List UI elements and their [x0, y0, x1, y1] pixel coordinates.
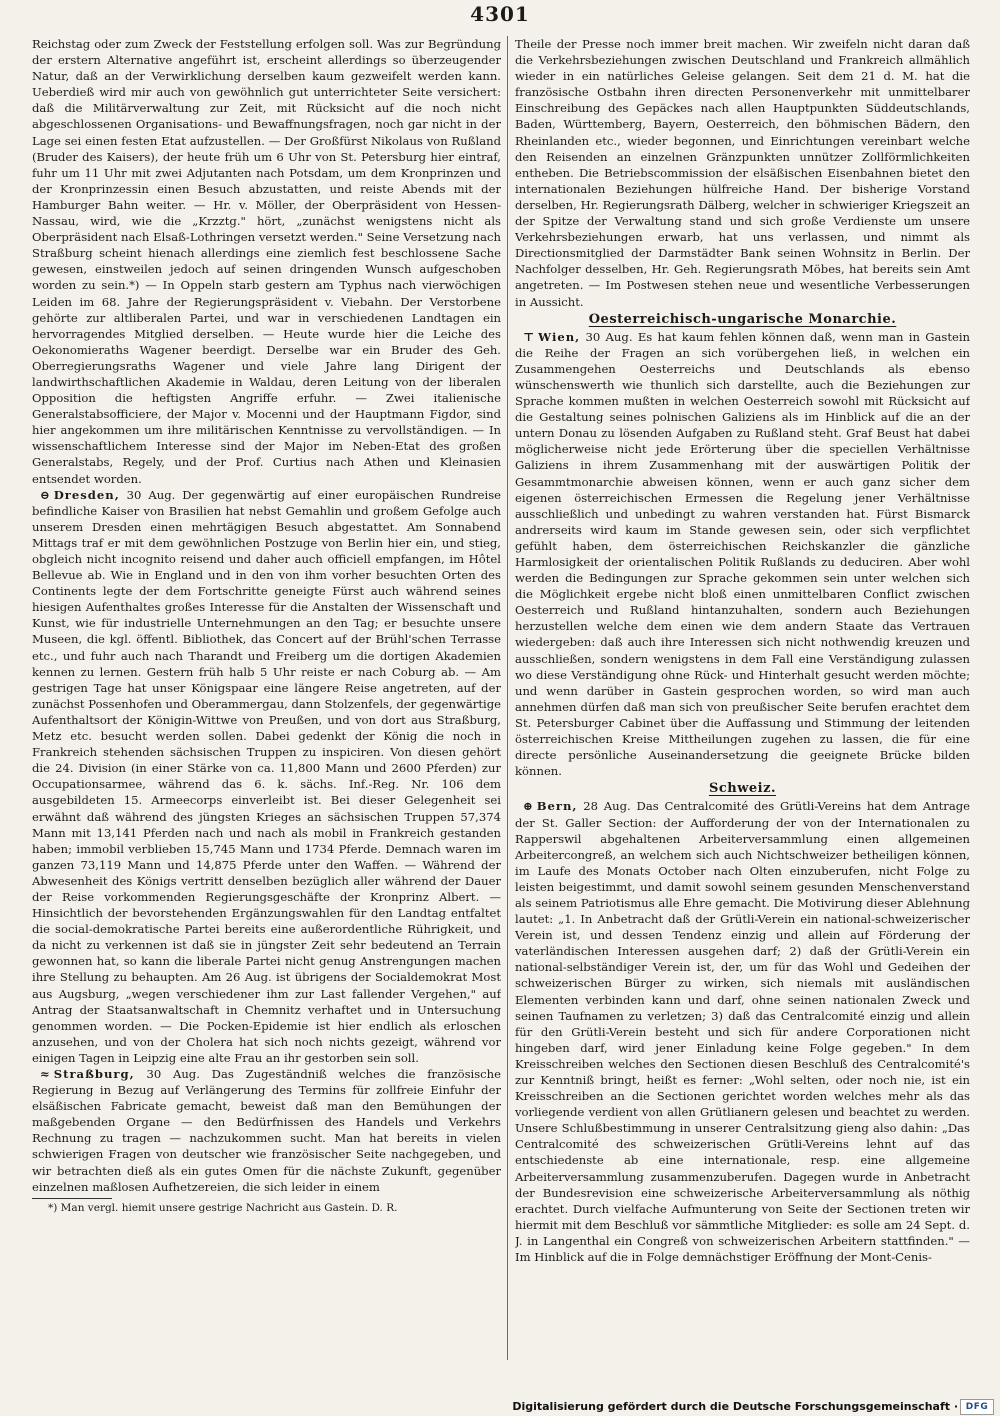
strassburg-correspondent-mark: ≈ — [40, 1067, 50, 1081]
wien-correspondent-mark: ⊤ — [523, 329, 535, 344]
bern-dateline: Bern, — [536, 799, 578, 814]
dresden-text: Der gegenwärtig auf einer europäischen Rundreise befindliche Kaiser von Brasilien hat nebst Gemahlin und großem Gefolge auch unserem Dresden einen mehrtägigen Besuch abgestattet. Am Sonnabend Mittags traf er mit dem gewöhnlichen Postzuge von Berlin hier ein, und stieg, obgleich nicht incognito reisend und daher auch officiell empfangen, im Hôtel Bellevue ab. Wie in England und in den von ihm vorher besuchten Orten des Continents legte der dem Fortschritte geneigte Fürst auch während seines hiesigen Aufenthaltes großes Interesse für die Anstalten der Wissenschaft und Kunst, wie für industrielle Unternehmungen an den Tag; er besuchte unsere Museen, die kgl. öffentl. Bibliothek, das Concert auf der Brühl'schen Terrasse etc., und fuhr auch nach Tharandt und Freiberg um die dortigen Akademien kennen zu lernen. Gestern früh halb 5 Uhr reiste er nach Coburg ab. — Am gestrigen Tage hat unser Königspaar eine längere Reise angetreten, auf der zunächst Possenhofen und Oberammergau, dann Stolzenfels, der gegenwärtige Aufenthaltsort der Königin-Wittwe von Preußen, und von dort aus Straßburg, Metz etc. besucht werden sollen. Dabei gedenkt der König die noch in Frankreich stehenden sächsischen Truppen zu inspiciren. Von diesen gehört die 24. Division (in einer Stärke von ca. 11,800 Mann und 2600 Pferden) zur Occupationsarmee, während das 6. k. sächs. Inf.-Reg. Nr. 106 dem ausgebildeten 15. Armeecorps einverleibt ist. Bei dieser Gelegenheit sei erwähnt daß während des jüngsten Krieges an sächsischen Truppen 57,374 Mann mit 13,141 Pferden nach und nach als mobil in Frankreich gestanden haben; immobil verblieben 15,745 Mann und 1734 Pferde. Demnach waren im ganzen 73,119 Mann und 14,875 Pferde unter den Waffen. — Während der Abwesenheit des Königs vertritt denselben bezüglich aller während der Dauer der Reise vorkommenden Regierungsgeschäfte der Kronprinz Albert. — Hinsichtlich der bevorstehenden Ergänzungswahlen für den Landtag entfaltet die social-demokratische Partei bereits eine außerordentliche Rührigkeit, und da nicht zu verkennen ist daß sie in jüngster Zeit sehr bedeutend an Terrain gewonnen hat, so kann die liberale Partei nicht genug Anstrengungen machen ihre Stellung zu behaupten. Am 26 Aug. ist übrigens der Socialdemokrat Most aus Augsburg, „wegen verschiedener ihm zur Last fallender Vergehen," auf Antrag der Staatsanwaltschaft in Chemnitz verhaftet und in Untersuchung genommen worden. — Die Pocken-Epidemie ist hier endlich als erloschen anzusehen, und von der Cholera hat sich noch nichts gezeigt, während vor einigen Tagen in Leipzig eine alte Frau an ihr gestorben sein soll. — [32, 487, 501, 1065]
column-divider — [507, 36, 508, 1360]
dresden-date: 30 Aug. — [126, 487, 176, 502]
section-heading-austria: Oesterreichisch-ungarische Monarchie. — [588, 311, 897, 327]
page-number: 4301 — [470, 2, 530, 26]
section-heading-switzerland: Schweiz. — [708, 781, 777, 797]
strassburg-text: Das Zugeständniß welches die französische Regierung in Bezug auf Verlängerung des Termins für zollfreie Einfuhr der elsäßischen Fabricate gemacht, beweist daß man den Bemühungen der maßgebenden Organe — den Bedürfnissen des Handels und Verkehrs Rechnung zu tragen — nachzukommen sucht. Man hat bereits in vielen schwierigen Fragen von deutscher wie französischer Seite nachgegeben, und wir betrachten dieß als ein gutes Omen für die nächste Zukunft, gegenüber einzelnen maßlosen Aufhetzereien, die sich leider in einem — [32, 1067, 501, 1194]
dresden-article — [32, 487, 501, 1066]
footnote: *) Man vergl. hiemit unsere gestrige Nachricht aus Gastein. D. R. — [48, 1201, 398, 1214]
right-column — [515, 36, 970, 1360]
berlin-report-continuation: Reichstag oder zum Zweck der Feststellung erfolgen soll. Was zur Begründung der erstern Alternative angeführt ist, erscheint allerdings so überzeugender Natur, daß an der Verwirklichung derselben kaum gezweifelt werden kann. Ueberdieß wird mir auch von gewöhnlich gut unterrichteter Seite versichert: daß die Militärverwaltung zur Zeit, mit Rücksicht auf die noch nicht abgeschlossenen Organisations- und Bewaffnungsfragen, noch gar nicht in der Lage sei einen festen Etat aufzustellen. — Der Großfürst Nikolaus von Rußland (Bruder des Kaisers), der heute früh um 6 Uhr von St. Petersburg hier eintraf, fuhr um 11 Uhr mit zwei Adjutanten nach Potsdam, um dem Kronprinzen und der Kronprinzessin einen Besuch abzustatten, und reiste Abends mit der Hamburger Bahn weiter. — Hr. v. Möller, der Oberpräsident von Hessen-Nassau, wird, wie die „Krzztg." hört, „zunächst wenigstens nicht als Oberpräsident nach Elsaß-Lothringen versetzt werden." Seine Versetzung nach Straßburg scheint hienach allerdings eine ziemlich fest beschlossene Sache gewesen, einstweilen jedoch auf seinen dringenden Wunsch aufgeschoben worden zu sein.*) — In Oppeln starb gestern am Typhus nach vierwöchigen Leiden im 68. Jahre der Regierungspräsident v. Viebahn. Der Verstorbene gehörte zur altliberalen Partei, und war in verschiedenen Landtagen ein hervorragendes Mitglied derselben. — Heute wurde hier die Leiche des Oekonomieraths Wagener beerdigt. Derselbe war ein Bruder des Geh. Oberregierungsraths Wagener und viele Jahre lang Dirigent der landwirthschaftlichen Akademie in Waldau, deren Leitung von der liberalen Opposition die heftigsten Angriffe erfuhr. — Zwei italienische Generalstabsofficiere, der Major v. Mocenni und der Hauptmann Figdor, sind hier angekommen um ihre militärischen Kenntnisse zu vervollständigen. — In wissenschaftlichem Interesse sind der Major im Neben-Etat des großen Generalstabs, Regely, und der Prof. Curtius nach Athen und Kleinasien entsendet worden. — [32, 37, 501, 486]
dresden-dateline: Dresden, — [53, 487, 120, 502]
funding-credit: Digitalisierung gefördert durch die Deutsche Forschungsgemeinschaft · — [512, 1400, 958, 1413]
left-column — [32, 36, 501, 1360]
bern-article — [515, 798, 970, 1265]
wien-article — [515, 329, 970, 780]
dfg-logo: DFG — [960, 1399, 994, 1415]
wien-dateline: Wien, — [538, 329, 581, 344]
bern-date: 28 Aug. — [583, 799, 631, 814]
bern-text: Das Centralcomité des Grütli-Vereins hat dem Antrage der St. Galler Section: der Aufforderung der von der Internationalen zu Rapperswil abgehaltenen Arbeiterversammlung einen allgemeinen Arbeitercongreß, an welchem sich auch Nichtschweizer betheiligen können, im Laufe des Monats October nach Olten einzuberufen, nicht Folge zu leisten beigestimmt, und damit sowohl seinem gesunden Menschenverstand als seinem Patriotismus alle Ehre gemacht. Die Motivirung dieser Ablehnung lautet: „1. In Anbetracht daß der Grütli-Verein ein national-schweizerischer Verein ist, und dessen Tendenz einzig und allein auf Förderung der vaterländischen Interessen ausgehen darf; 2) daß der Grütli-Verein ein national-selbständiger Verein ist, der, um für das Wohl und Gedeihen der schweizerischen Bürger zu wirken, sich niemals mit ausländischen Elementen verbinden kann und darf, ohne seinen nationalen Zweck und seinen Taufnamen zu verletzen; 3) daß das Centralcomité einzig und allein für den Grütli-Verein besteht und sich für andere Corporationen nicht hingeben darf, wird jener Einladung keine Folge gegeben." In dem Kreisschreiben welches den Sectionen diesen Beschluß des Centralcomité's zur Kenntniß bringt, heißt es ferner: „Wohl selten, oder noch nie, ist ein Kreisschreiben an die Sectionen gerichtet worden welches mehr als das vorliegende verdient von allen Grütlianern gelesen und beachtet zu werden. Unsere Schlußbestimmung in unserer Centralsitzung gieng also dahin: „Das Centralcomité des schweizerischen Grütli-Vereins lehnt auf das entschiedenste ab eine internationale, resp. eine allgemeine Arbeiterversammlung zusammenzuberufen. Dagegen wurde in Anbetracht der Bundesrevision eine schweizerische Arbeiterversammlung als nöthig erachtet. Durch vielfache Aufmunterung von Seite der Sectionen treten wir hiermit mit dem Beschluß vor sämmtliche Mitglieder: es solle am 24 Sept. d. J. in Langenthal ein Congreß von schweizerischen Arbeitern stattfinden." — Im Hinblick auf die in Folge demnächstiger Eröffnung der Mont-Cenis- — [515, 799, 970, 1265]
bern-correspondent-mark: ⊕ — [523, 799, 533, 814]
strassburg-article — [32, 1066, 501, 1195]
strassburg-article-continuation: Theile der Presse noch immer breit machen. Wir zweifeln nicht daran daß die Verkehrsbeziehungen zwischen Deutschland und Frankreich allmählich wieder in ein natürliches Geleise gelangen. Seit dem 21 d. M. hat die französische Ostbahn ihren directen Personenverkehr mit unmittelbarer Einschreibung des Gepäckes nach allen Hauptpunkten Süddeutschlands, Baden, Württemberg, Bayern, Oesterreich, den böhmischen Bädern, den Rheinlanden etc., wieder begonnen, und Einrichtungen vereinbart welche den Reisenden an einzelnen Gränzpunkten unnützer Zollförmlichkeiten entheben. Die Betriebscommission der elsäßischen Eisenbahnen bietet den internationalen Beziehungen hülfreiche Hand. Der bisherige Vorstand derselben, Hr. Regierungsrath Dälberg, welcher in schwieriger Kriegszeit an der Spitze der Verwaltung stand und sich große Verdienste um unsere Verkehrsbeziehungen erwarb, hat uns verlassen, und nimmt als Directionsmitglied der Darmstädter Bank seinen Wohnsitz in Berlin. Der Nachfolger desselben, Hr. Geh. Regierungsrath Möbes, hat bereits sein Amt angetreten. — Im Postwesen stehen neue und wesentliche Verbesserungen in Aussicht. — [515, 37, 970, 309]
strassburg-date: 30 Aug. — [146, 1067, 200, 1081]
strassburg-dateline: Straßburg, — [53, 1067, 135, 1081]
wien-text: Es hat kaum fehlen können daß, wenn man in Gastein die Reihe der Fragen an sich vorübergehen ließ, in welchen ein Zusammengehen Oesterreichs und Deutschlands als ebenso wünschenswerth wie thunlich sich darstellte, auch die Beziehungen zur Sprache kommen mußten in welchen Oesterreich sowohl mit Rücksicht auf die Gestaltung seines polnischen Galiziens als im Hinblick auf die an der untern Donau zu lösenden Aufgaben zu Rußland steht. Graf Beust hat dabei möglicherweise nicht jede Erörterung über die speciellen Verhältnisse Galiziens in ihrem Zusammenhang mit der auswärtigen Politik der Gesammtmonarchie abweisen können, wenn er auch ganz sicher dem eigenen österreichischen Ermessen die Regelung jener Verhältnisse ausschließlich und unbedingt zu wahren verstanden hat. Fürst Bismarck andrerseits wird kaum im Stande gewesen sein, oder sich verpflichtet gefühlt haben, dem österreichischen Reichskanzler die gänzliche Harmlosigkeit der orientalischen Politik Rußlands zu deduciren. Aber wohl werden die Bedingungen zur Sprache gekommen sein unter welchen sich die Möglichkeit ergebe nicht bloß einen unmittelbaren Conflict zwischen Oesterreich und Rußland hintanzuhalten, sondern auch Beziehungen herzustellen welche dem einen wie dem andern Staate das Vertrauen wiedergeben: daß auch ihre Interessen sich nicht nothwendig kreuzen und ausschließen, sondern wenigstens in dem Fall eine Verständigung zulassen wo diese Verständigung ohne Rück- und Hinterhalt gesucht werden möchte; und wenn darüber in Gastein gesprochen worden, so wird man auch annehmen dürfen daß man sich von preußischer Seite berufen erachtet dem St. Petersburger Cabinet über die Auffassung und Stimmung der leitenden österreichischen Kreise Mittheilungen zugehen zu lassen, die für eine directe persönliche Auseinandersetzung die geeignete Brücke bilden können. — [515, 329, 970, 779]
dresden-correspondent-mark: ⊖ — [40, 487, 50, 502]
digitization-footer — [0, 1398, 1000, 1416]
wien-date: 30 Aug. — [585, 329, 633, 344]
footnote-divider — [32, 1198, 112, 1199]
